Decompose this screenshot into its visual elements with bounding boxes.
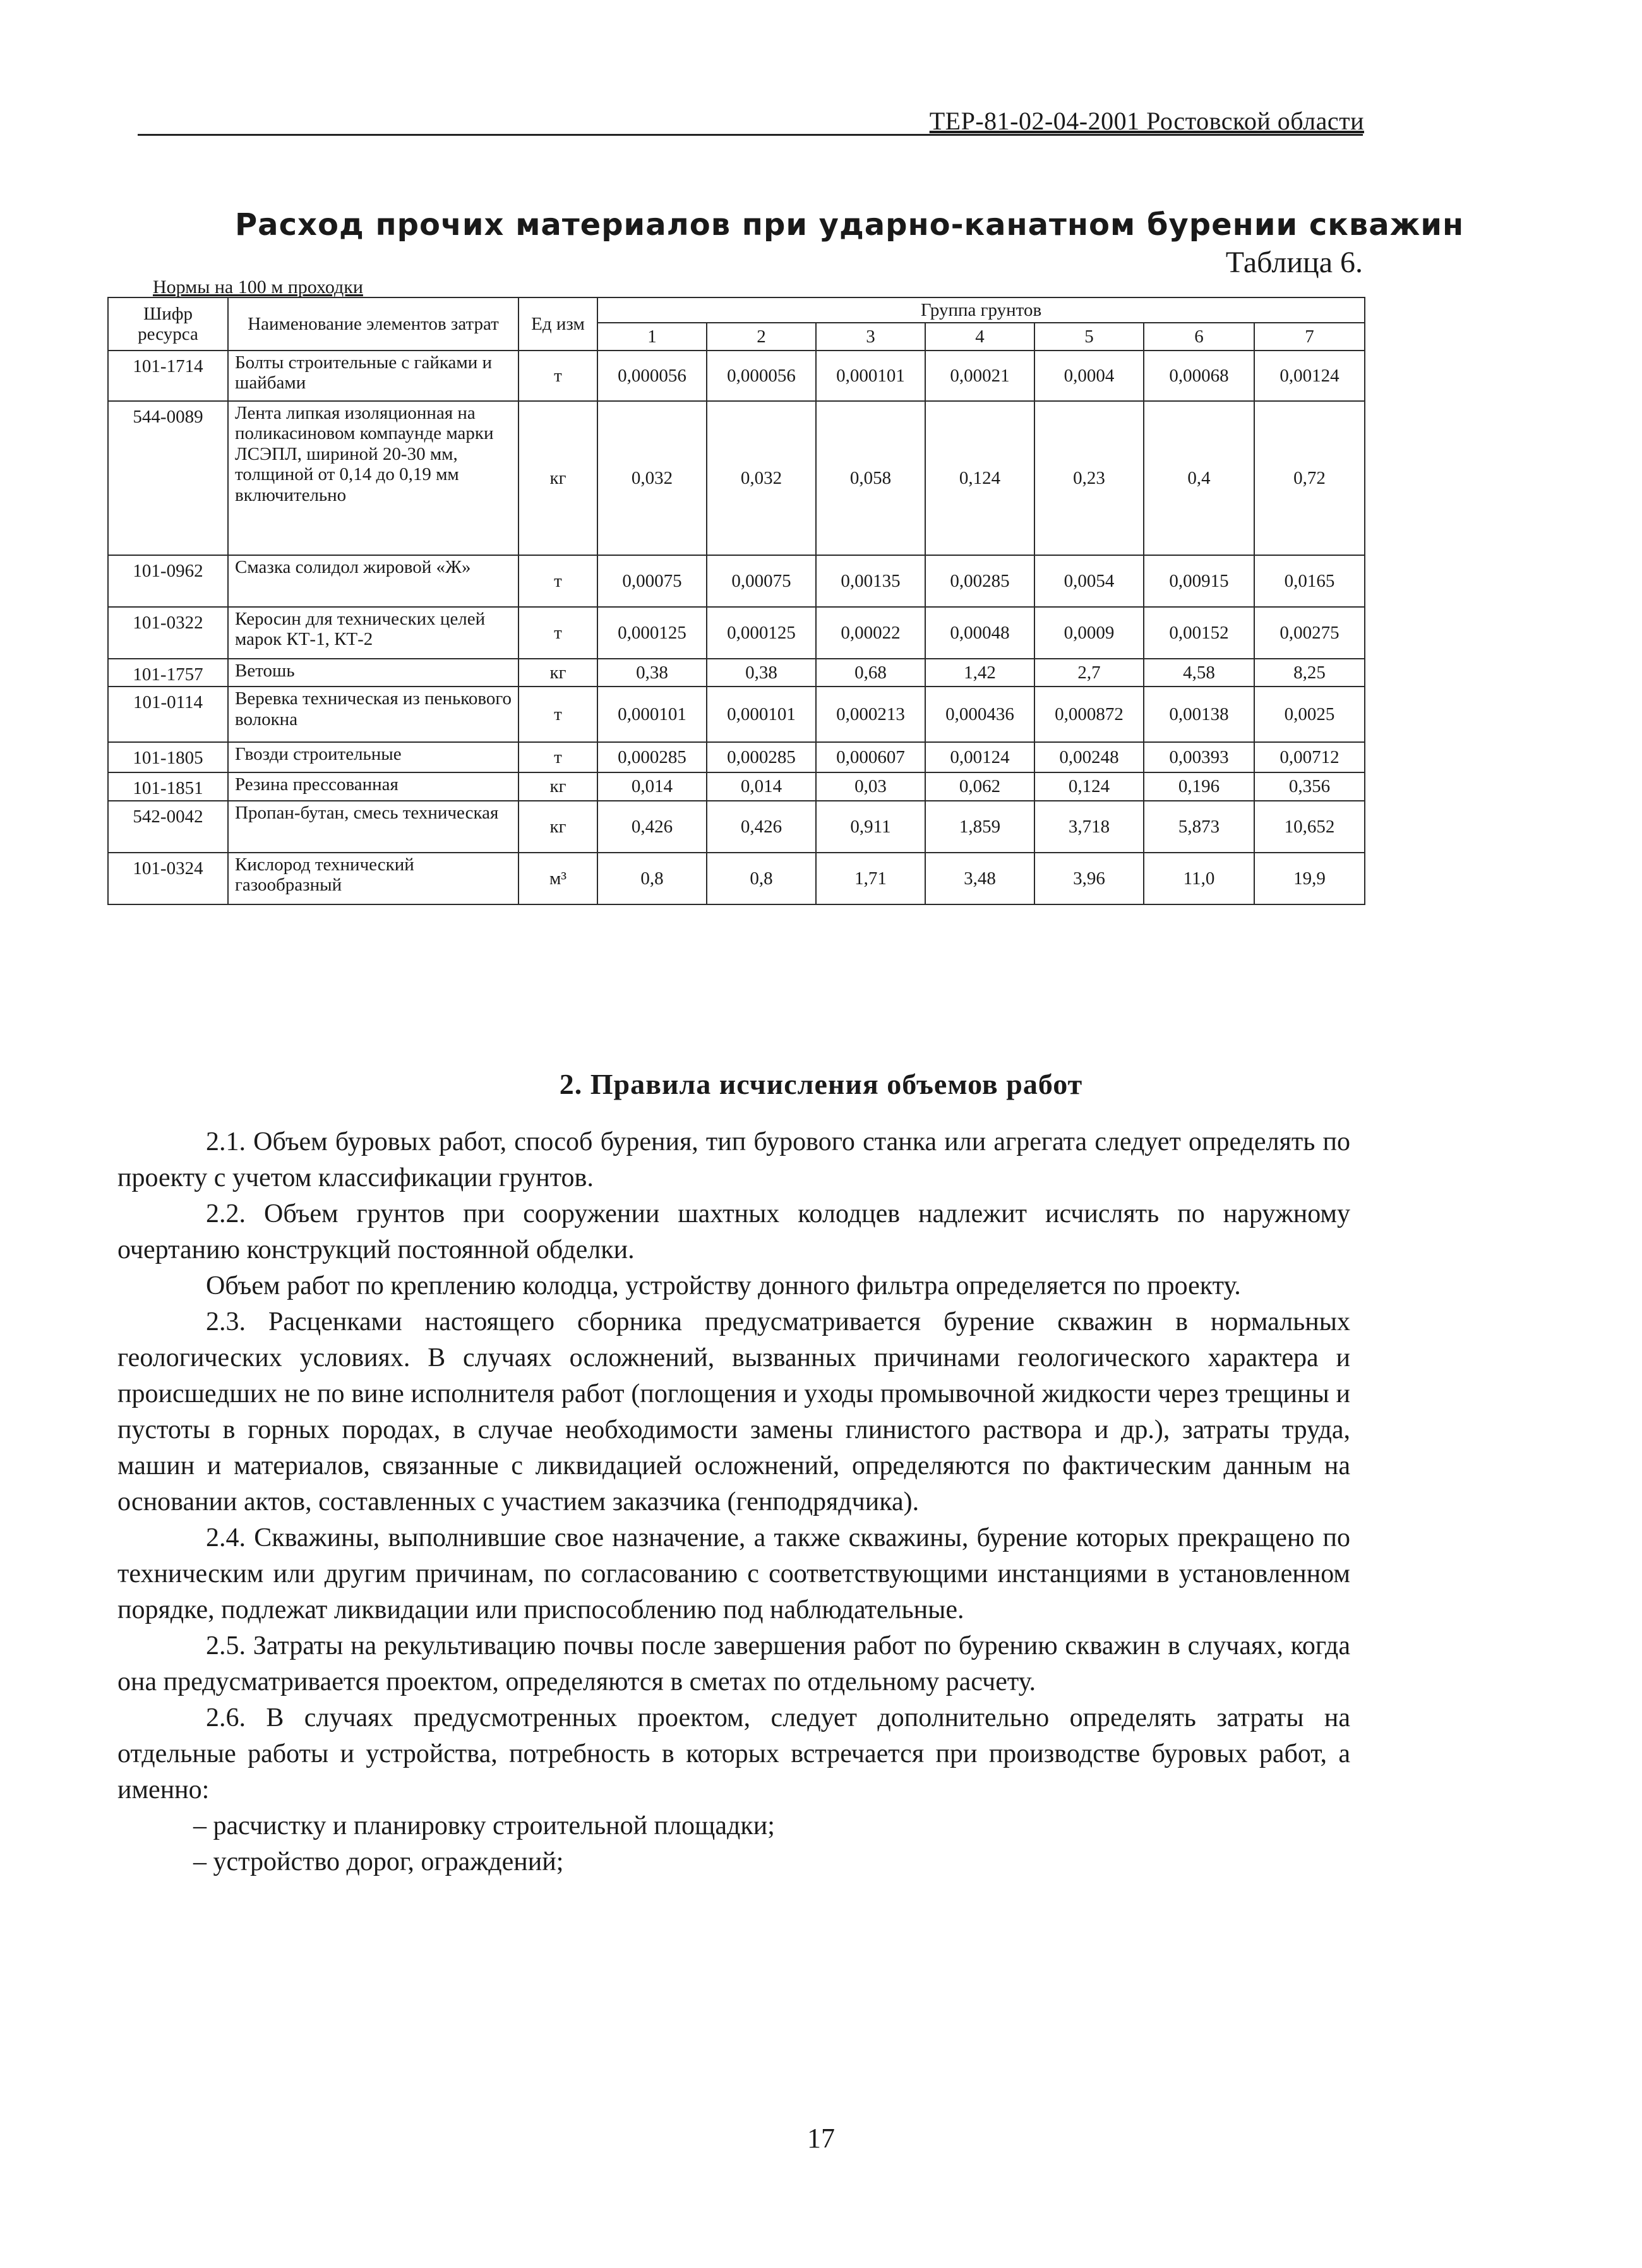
row-value: 0,00021 <box>925 351 1034 401</box>
row-value: 0,00393 <box>1144 742 1254 772</box>
row-value: 0,0165 <box>1254 555 1365 607</box>
row-value: 0,38 <box>597 659 707 687</box>
row-value: 0,00075 <box>597 555 707 607</box>
row-value: 0,00135 <box>816 555 925 607</box>
row-value: 5,873 <box>1144 801 1254 853</box>
row-value: 1,859 <box>925 801 1034 853</box>
running-header: ТЕР-81-02-04-2001 Ростовской области <box>929 107 1364 135</box>
row-value: 0,23 <box>1034 401 1144 555</box>
table-title: Расход прочих материалов при ударно-канатном бурении скважин <box>235 207 1465 243</box>
row-value: 0,00915 <box>1144 555 1254 607</box>
row-name: Гвозди строительные <box>228 742 518 772</box>
row-value: 0,000056 <box>597 351 707 401</box>
row-code: 101-0114 <box>108 687 228 742</box>
paragraph-2-5: 2.5. Затраты на рекультивацию почвы после завершения работ по бурению скважин в случаях, когда она предусматривается проектом, определяются в сметах по отдельному расчету. <box>117 1631 1350 1696</box>
row-value: 0,000101 <box>707 687 816 742</box>
header-group-6: 6 <box>1144 323 1254 351</box>
list-item: – расчистку и планировку строительной площадки; <box>193 1811 775 1840</box>
row-code: 101-1805 <box>108 742 228 772</box>
row-unit: кг <box>518 801 597 853</box>
norms-note: Нормы на 100 м проходки <box>153 277 363 297</box>
header-code: Шифр ресурса <box>108 297 228 351</box>
row-value: 0,000872 <box>1034 687 1144 742</box>
row-value: 3,48 <box>925 853 1034 904</box>
paragraph-2-6: 2.6. В случаях предусмотренных проектом, следует дополнительно определять затраты на отдельные работы и устройства, потребность в которых встречается при производстве буровых работ, а именно: <box>117 1703 1350 1804</box>
header-rule <box>138 134 1363 136</box>
row-value: 3,718 <box>1034 801 1144 853</box>
row-value: 0,000125 <box>707 607 816 659</box>
row-unit: т <box>518 555 597 607</box>
row-value: 0,000436 <box>925 687 1034 742</box>
paragraph-2-1: 2.1. Объем буровых работ, способ бурения, тип бурового станка или агрегата следует определять по проекту с учетом классификации грунтов. <box>117 1127 1350 1192</box>
row-value: 0,00712 <box>1254 742 1365 772</box>
header-group-2: 2 <box>707 323 816 351</box>
row-value: 4,58 <box>1144 659 1254 687</box>
row-value: 0,000101 <box>816 351 925 401</box>
row-value: 2,7 <box>1034 659 1144 687</box>
row-name: Пропан-бутан, смесь техническая <box>228 801 518 853</box>
row-value: 10,652 <box>1254 801 1365 853</box>
row-value: 0,000285 <box>597 742 707 772</box>
row-name: Резина прессованная <box>228 772 518 800</box>
row-unit: кг <box>518 772 597 800</box>
row-value: 0,000101 <box>597 687 707 742</box>
header-name: Наименование элементов затрат <box>228 297 518 351</box>
row-value: 0,00124 <box>1254 351 1365 401</box>
row-name: Смазка солидол жировой «Ж» <box>228 555 518 607</box>
header-group-7: 7 <box>1254 323 1365 351</box>
row-value: 0,000125 <box>597 607 707 659</box>
row-value: 0,058 <box>816 401 925 555</box>
row-value: 0,032 <box>707 401 816 555</box>
table-row <box>108 401 1365 555</box>
row-name: Лента липкая изоляционная на поликасиновом компаунде марки ЛСЭПЛ, шириной 20-30 мм, толщиной от 0,14 до 0,19 мм включительно <box>228 401 518 555</box>
header-group-3: 3 <box>816 323 925 351</box>
row-value: 1,42 <box>925 659 1034 687</box>
row-unit: т <box>518 742 597 772</box>
table-row <box>108 659 1365 687</box>
row-value: 0,00285 <box>925 555 1034 607</box>
paragraph-2-2: 2.2. Объем грунтов при сооружении шахтных колодцев надлежит исчислять по наружному очертанию конструкций постоянной обделки. <box>117 1199 1350 1264</box>
section-body <box>117 1124 1350 1880</box>
row-value: 0,000213 <box>816 687 925 742</box>
row-code: 101-1714 <box>108 351 228 401</box>
row-value: 0,8 <box>707 853 816 904</box>
row-unit: кг <box>518 401 597 555</box>
row-name: Веревка техническая из пенькового волокна <box>228 687 518 742</box>
row-value: 0,0025 <box>1254 687 1365 742</box>
table-row <box>108 351 1365 401</box>
row-unit: т <box>518 351 597 401</box>
row-value: 0,00152 <box>1144 607 1254 659</box>
paragraph-2-3: 2.3. Расценками настоящего сборника предусматривается бурение скважин в нормальных геологических условиях. В случаях осложнений, вызванных причинами геологического характера и происшедших не по вине исполнителя работ (поглощения и уходы промывочной жидкости через трещины и пустоты в горных породах, в случае необходимости замены глинистого раствора и др.), затраты труда, машин и материалов, связанные с ликвидацией осложнений, определяются по фактическим данным на основании актов, составленных с участием заказчика (генподрядчика). <box>117 1307 1350 1516</box>
row-code: 101-0322 <box>108 607 228 659</box>
row-name: Болты строительные с гайками и шайбами <box>228 351 518 401</box>
row-value: 0,911 <box>816 801 925 853</box>
row-value: 0,062 <box>925 772 1034 800</box>
row-value: 0,0054 <box>1034 555 1144 607</box>
row-value: 0,014 <box>597 772 707 800</box>
row-unit: т <box>518 687 597 742</box>
row-value: 11,0 <box>1144 853 1254 904</box>
list-item: – устройство дорог, ограждений; <box>193 1847 564 1876</box>
row-value: 0,00124 <box>925 742 1034 772</box>
table-row <box>108 742 1365 772</box>
table-row <box>108 801 1365 853</box>
row-value: 0,014 <box>707 772 816 800</box>
row-value: 0,68 <box>816 659 925 687</box>
row-value: 0,00248 <box>1034 742 1144 772</box>
row-value: 0,4 <box>1144 401 1254 555</box>
row-value: 0,196 <box>1144 772 1254 800</box>
table-row <box>108 555 1365 607</box>
paragraph-2-4: 2.4. Скважины, выполнившие свое назначение, а также скважины, бурение которых прекращено по техническим или другим причинам, по согласованию с соответствующими инстанциями в установленном порядке, подлежат ликвидации или приспособлению под наблюдательные. <box>117 1523 1350 1624</box>
row-value: 0,00068 <box>1144 351 1254 401</box>
table-number: Таблица 6. <box>1225 246 1363 279</box>
row-code: 542-0042 <box>108 801 228 853</box>
row-value: 0,124 <box>925 401 1034 555</box>
row-name: Керосин для технических целей марок КТ-1, КТ-2 <box>228 607 518 659</box>
table-row <box>108 772 1365 800</box>
row-value: 0,426 <box>707 801 816 853</box>
row-value: 0,356 <box>1254 772 1365 800</box>
row-value: 19,9 <box>1254 853 1365 904</box>
row-value: 0,124 <box>1034 772 1144 800</box>
row-value: 0,032 <box>597 401 707 555</box>
row-value: 1,71 <box>816 853 925 904</box>
row-value: 0,72 <box>1254 401 1365 555</box>
header-group-1: 1 <box>597 323 707 351</box>
row-value: 0,000285 <box>707 742 816 772</box>
header-group-5: 5 <box>1034 323 1144 351</box>
row-value: 0,00138 <box>1144 687 1254 742</box>
row-name: Кислород технический газообразный <box>228 853 518 904</box>
row-value: 0,00275 <box>1254 607 1365 659</box>
header-unit: Ед изм <box>518 297 597 351</box>
table-row <box>108 853 1365 904</box>
row-unit: м³ <box>518 853 597 904</box>
row-code: 101-1757 <box>108 659 228 687</box>
row-code: 544-0089 <box>108 401 228 555</box>
row-value: 0,00022 <box>816 607 925 659</box>
header-group-4: 4 <box>925 323 1034 351</box>
paragraph-2-2-cont: Объем работ по креплению колодца, устройству донного фильтра определяется по проекту. <box>206 1271 1241 1300</box>
header-group: Группа грунтов <box>597 297 1365 323</box>
row-value: 0,000607 <box>816 742 925 772</box>
row-value: 0,0009 <box>1034 607 1144 659</box>
row-value: 0,03 <box>816 772 925 800</box>
row-value: 0,426 <box>597 801 707 853</box>
row-code: 101-0962 <box>108 555 228 607</box>
row-code: 101-1851 <box>108 772 228 800</box>
row-unit: т <box>518 607 597 659</box>
row-value: 0,00048 <box>925 607 1034 659</box>
row-value: 0,38 <box>707 659 816 687</box>
row-value: 0,0004 <box>1034 351 1144 401</box>
materials-table <box>107 297 1365 905</box>
row-unit: кг <box>518 659 597 687</box>
row-value: 3,96 <box>1034 853 1144 904</box>
table-row <box>108 607 1365 659</box>
row-value: 0,8 <box>597 853 707 904</box>
page-number: 17 <box>807 2123 835 2154</box>
row-value: 8,25 <box>1254 659 1365 687</box>
table-row <box>108 687 1365 742</box>
row-code: 101-0324 <box>108 853 228 904</box>
row-value: 0,000056 <box>707 351 816 401</box>
row-name: Ветошь <box>228 659 518 687</box>
section-title: 2. Правила исчисления объемов работ <box>559 1068 1083 1100</box>
row-value: 0,00075 <box>707 555 816 607</box>
